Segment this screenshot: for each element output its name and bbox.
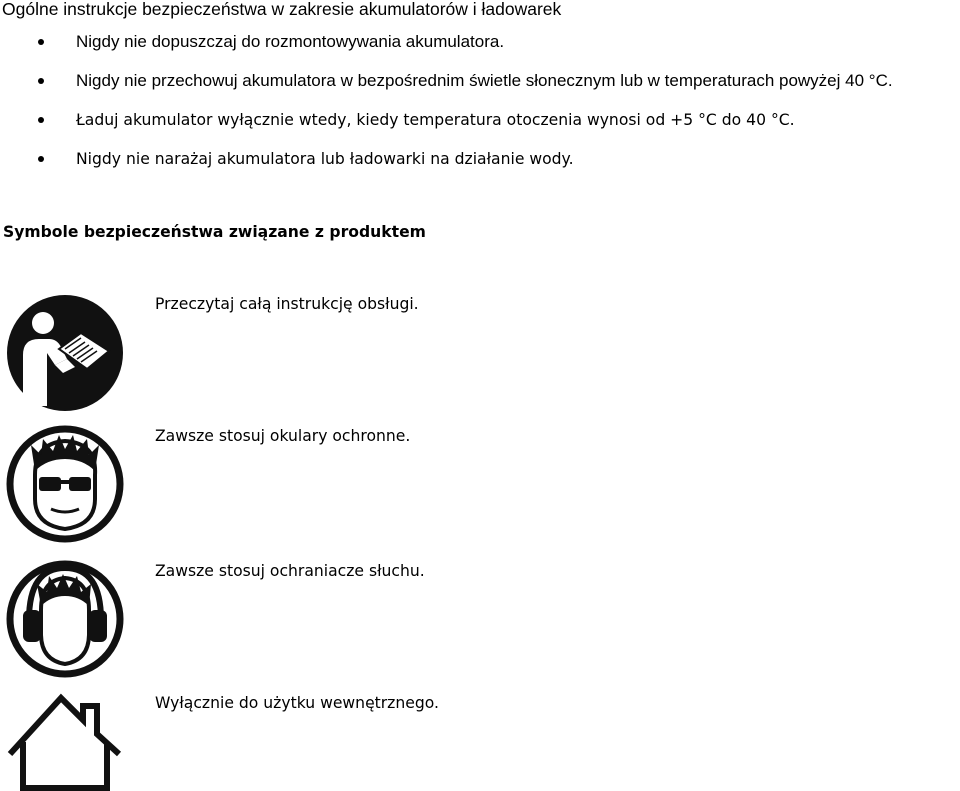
indoor-use-icon: [5, 692, 125, 791]
symbol-text: Zawsze stosuj okulary ochronne.: [155, 427, 411, 445]
symbol-text: Przeczytaj całą instrukcję obsługi.: [155, 295, 419, 313]
list-item: [0, 110, 893, 130]
safety-symbols-heading: Symbole bezpieczeństwa związane z produktem: [3, 223, 426, 241]
list-item: [0, 149, 893, 169]
symbol-text: Wyłącznie do użytku wewnętrznego.: [155, 694, 439, 712]
list-item-text: Nigdy nie przechowuj akumulatora w bezpośrednim świetle słonecznym lub w temperaturach powyżej 40 °C.: [76, 71, 893, 90]
list-item: [0, 71, 893, 91]
bullet-icon: [38, 78, 44, 84]
safety-instructions-heading: Ogólne instrukcje bezpieczeństwa w zakresie akumulatorów i ładowarek: [2, 0, 562, 19]
list-item-text: Nigdy nie narażaj akumulatora lub ładowarki na działanie wody.: [76, 150, 574, 168]
symbol-text: Zawsze stosuj ochraniacze słuchu.: [155, 562, 425, 580]
list-item-text: Ładuj akumulator wyłącznie wtedy, kiedy temperatura otoczenia wynosi od +5 °C do 40 °C.: [76, 111, 795, 129]
list-item-text: Nigdy nie dopuszczaj do rozmontowywania akumulatora.: [76, 32, 505, 51]
bullet-icon: [38, 117, 44, 123]
list-item: [0, 32, 893, 52]
read-manual-icon: [5, 293, 125, 413]
safety-instructions-list: [0, 32, 893, 188]
safety-glasses-icon: [5, 425, 125, 543]
ear-protection-icon: [5, 560, 125, 678]
bullet-icon: [38, 156, 44, 162]
bullet-icon: [38, 39, 44, 45]
